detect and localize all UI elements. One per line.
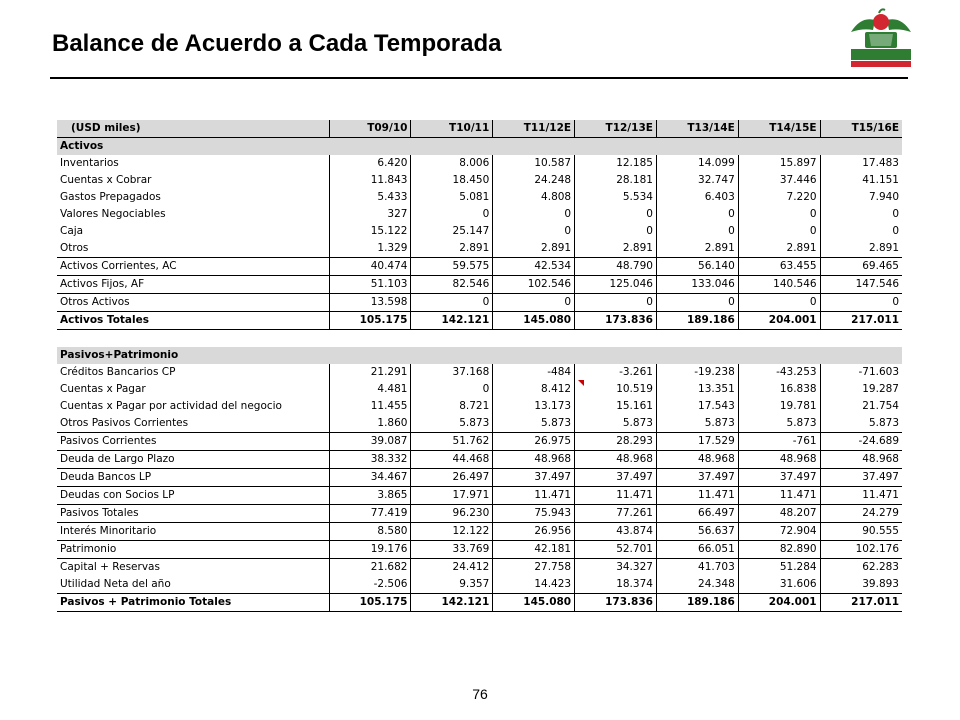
value-cell: 51.762	[411, 433, 493, 451]
table-row	[57, 155, 902, 172]
value-cell: 0	[575, 223, 657, 240]
value-cell: 96.230	[411, 505, 493, 523]
header-period: T13/14E	[656, 120, 738, 138]
row-label: Patrimonio	[57, 541, 329, 559]
value-cell: 173.836	[575, 312, 657, 330]
value-cell: 0	[820, 223, 902, 240]
value-cell: 0	[411, 381, 493, 398]
value-cell: 26.956	[493, 523, 575, 541]
value-cell: 66.497	[656, 505, 738, 523]
value-cell: 37.446	[738, 172, 820, 189]
row-label: Utilidad Neta del año	[57, 576, 329, 594]
header-units: (USD miles)	[57, 120, 329, 138]
value-cell: 12.185	[575, 155, 657, 172]
value-cell: -24.689	[820, 433, 902, 451]
value-cell: 0	[575, 294, 657, 312]
value-cell: 105.175	[329, 594, 411, 612]
value-cell: 24.348	[656, 576, 738, 594]
value-cell: 9.357	[411, 576, 493, 594]
row-label: Gastos Prepagados	[60, 191, 161, 203]
value-cell: 5.873	[575, 415, 657, 433]
row-label: Créditos Bancarios CP	[60, 366, 176, 378]
value-cell: 204.001	[738, 594, 820, 612]
value-cell: 11.471	[738, 487, 820, 505]
value-cell: 5.873	[656, 415, 738, 433]
value-cell: 145.080	[493, 312, 575, 330]
value-cell: 48.968	[656, 451, 738, 469]
row-label: Valores Negociables	[60, 208, 166, 220]
value-cell: 34.467	[329, 469, 411, 487]
value-cell: 0	[411, 206, 493, 223]
table-row	[57, 276, 902, 294]
value-cell: 10.587	[493, 155, 575, 172]
value-cell: 16.838	[738, 381, 820, 398]
table-body	[57, 138, 902, 612]
row-label: Capital + Reservas	[60, 561, 160, 573]
value-cell: 77.261	[575, 505, 657, 523]
value-cell: 19.287	[820, 381, 902, 398]
row-label: Activos Corrientes, AC	[57, 258, 329, 276]
header-period: T14/15E	[738, 120, 820, 138]
value-cell: 39.087	[329, 433, 411, 451]
value-cell: 37.497	[820, 469, 902, 487]
value-cell: 34.327	[575, 559, 657, 577]
value-cell: 8.412	[493, 381, 575, 398]
table-row	[57, 381, 902, 398]
value-cell: 51.103	[329, 276, 411, 294]
value-cell: 5.873	[411, 415, 493, 433]
value-cell: 17.483	[820, 155, 902, 172]
value-cell: 48.968	[575, 451, 657, 469]
value-cell: 173.836	[575, 594, 657, 612]
row-label: Inventarios	[60, 157, 119, 169]
value-cell: 66.051	[656, 541, 738, 559]
value-cell: 5.433	[329, 189, 411, 206]
value-cell: 21.291	[329, 364, 411, 381]
value-cell: 3.865	[329, 487, 411, 505]
header-period: T09/10	[329, 120, 411, 138]
value-cell: 37.497	[738, 469, 820, 487]
table-row	[57, 469, 902, 487]
value-cell: 0	[493, 206, 575, 223]
table-row	[57, 312, 902, 330]
value-cell: -3.261	[575, 364, 657, 381]
table-row	[57, 594, 902, 612]
table-row	[57, 223, 902, 240]
row-label: Pasivos Corrientes	[57, 433, 329, 451]
value-cell: 189.186	[656, 312, 738, 330]
table-row	[57, 433, 902, 451]
table-row	[57, 415, 902, 433]
value-cell: 5.873	[820, 415, 902, 433]
value-cell: 217.011	[820, 594, 902, 612]
value-cell: 82.890	[738, 541, 820, 559]
value-cell: 69.465	[820, 258, 902, 276]
row-label: Activos Totales	[57, 312, 329, 330]
value-cell: 12.122	[411, 523, 493, 541]
value-cell: 6.403	[656, 189, 738, 206]
value-cell: 33.769	[411, 541, 493, 559]
header-period: T15/16E	[820, 120, 902, 138]
value-cell: 44.468	[411, 451, 493, 469]
value-cell: 0	[656, 206, 738, 223]
value-cell: 2.891	[493, 240, 575, 258]
table-row	[57, 505, 902, 523]
section-label: Activos	[57, 138, 902, 156]
value-cell: 90.555	[820, 523, 902, 541]
row-label: Deuda Bancos LP	[57, 469, 329, 487]
row-label: Cuentas x Pagar por actividad del negocio	[60, 400, 282, 412]
value-cell: 8.006	[411, 155, 493, 172]
value-cell: 6.420	[329, 155, 411, 172]
row-label: Interés Minoritario	[57, 523, 329, 541]
row-label: Cuentas x Cobrar	[60, 174, 152, 186]
value-cell: 17.543	[656, 398, 738, 415]
row-label: Otros Activos	[57, 294, 329, 312]
value-cell: 24.412	[411, 559, 493, 577]
value-cell: 48.968	[738, 451, 820, 469]
row-label: Otros	[57, 240, 329, 258]
value-cell: 2.891	[411, 240, 493, 258]
header-period: T10/11	[411, 120, 493, 138]
value-cell: 48.968	[820, 451, 902, 469]
value-cell: 204.001	[738, 312, 820, 330]
value-cell: -19.238	[656, 364, 738, 381]
logo-graphic	[845, 8, 917, 72]
value-cell: 11.471	[656, 487, 738, 505]
table-row	[57, 487, 902, 505]
value-cell: 2.891	[738, 240, 820, 258]
table-row	[57, 189, 902, 206]
value-cell: -761	[738, 433, 820, 451]
value-cell: 327	[329, 206, 411, 223]
page-title: Balance de Acuerdo a Cada Temporada	[52, 30, 502, 57]
table-row	[57, 364, 902, 381]
value-cell: 39.893	[820, 576, 902, 594]
value-cell: 4.481	[329, 381, 411, 398]
value-cell: 7.940	[820, 189, 902, 206]
value-cell: 77.419	[329, 505, 411, 523]
hortifrut-logo	[845, 8, 917, 72]
value-cell: 37.497	[493, 469, 575, 487]
value-cell: 17.529	[656, 433, 738, 451]
value-cell: 48.790	[575, 258, 657, 276]
value-cell: 26.497	[411, 469, 493, 487]
header-period: T11/12E	[493, 120, 575, 138]
value-cell: -484	[493, 364, 575, 381]
value-cell: 0	[738, 223, 820, 240]
value-cell: 11.455	[329, 398, 411, 415]
value-cell: 11.843	[329, 172, 411, 189]
balance-table	[57, 120, 902, 612]
spacer-row	[57, 330, 902, 348]
value-cell: 42.534	[493, 258, 575, 276]
value-cell: 125.046	[575, 276, 657, 294]
value-cell: -43.253	[738, 364, 820, 381]
value-cell: 0	[738, 294, 820, 312]
value-cell: 28.293	[575, 433, 657, 451]
row-label: Pasivos Totales	[57, 505, 329, 523]
table-row	[57, 294, 902, 312]
table-row	[57, 559, 902, 577]
row-label: Cuentas x Pagar	[60, 383, 146, 395]
table-row	[57, 172, 902, 189]
comment-marker	[578, 380, 584, 386]
table-header-row	[57, 120, 902, 138]
value-cell: 41.703	[656, 559, 738, 577]
value-cell: 5.873	[493, 415, 575, 433]
value-cell: 0	[411, 294, 493, 312]
value-cell: 21.682	[329, 559, 411, 577]
table-row	[57, 240, 902, 258]
value-cell: 15.122	[329, 223, 411, 240]
value-cell: 0	[656, 223, 738, 240]
row-label: Activos Fijos, AF	[57, 276, 329, 294]
value-cell: 145.080	[493, 594, 575, 612]
value-cell: 0	[820, 206, 902, 223]
row-label: Otros Pasivos Corrientes	[57, 415, 329, 433]
value-cell: 63.455	[738, 258, 820, 276]
value-cell: 42.181	[493, 541, 575, 559]
value-cell: 59.575	[411, 258, 493, 276]
value-cell: 24.248	[493, 172, 575, 189]
value-cell: 82.546	[411, 276, 493, 294]
value-cell: 102.176	[820, 541, 902, 559]
spacer-cell	[57, 330, 902, 348]
value-cell: 21.754	[820, 398, 902, 415]
value-cell: -2.506	[329, 576, 411, 594]
value-cell: 142.121	[411, 312, 493, 330]
header-period: T12/13E	[575, 120, 657, 138]
value-cell: 37.497	[656, 469, 738, 487]
value-cell: 56.637	[656, 523, 738, 541]
value-cell: 40.474	[329, 258, 411, 276]
title-divider	[50, 77, 908, 79]
value-cell: 18.374	[575, 576, 657, 594]
value-cell: 14.423	[493, 576, 575, 594]
value-cell: 51.284	[738, 559, 820, 577]
value-cell: 147.546	[820, 276, 902, 294]
value-cell: 8.721	[411, 398, 493, 415]
row-label: Pasivos + Patrimonio Totales	[57, 594, 329, 612]
value-cell: 41.151	[820, 172, 902, 189]
value-cell: 0	[738, 206, 820, 223]
value-cell: 0	[493, 223, 575, 240]
value-cell: 28.181	[575, 172, 657, 189]
value-cell: 0	[820, 294, 902, 312]
value-cell: 133.046	[656, 276, 738, 294]
value-cell: 13.598	[329, 294, 411, 312]
value-cell: 0	[575, 206, 657, 223]
value-cell: 142.121	[411, 594, 493, 612]
table-row	[57, 576, 902, 594]
row-label: Deuda de Largo Plazo	[57, 451, 329, 469]
table-row	[57, 398, 902, 415]
value-cell: 24.279	[820, 505, 902, 523]
value-cell: 11.471	[575, 487, 657, 505]
value-cell: 62.283	[820, 559, 902, 577]
value-cell: 5.081	[411, 189, 493, 206]
value-cell: 26.975	[493, 433, 575, 451]
value-cell: 48.968	[493, 451, 575, 469]
value-cell: 19.781	[738, 398, 820, 415]
value-cell: 72.904	[738, 523, 820, 541]
value-cell: 14.099	[656, 155, 738, 172]
section-header-row	[57, 138, 902, 156]
value-cell: 32.747	[656, 172, 738, 189]
value-cell: 2.891	[820, 240, 902, 258]
value-cell: 5.873	[738, 415, 820, 433]
value-cell: 48.207	[738, 505, 820, 523]
value-cell: 8.580	[329, 523, 411, 541]
value-cell: 189.186	[656, 594, 738, 612]
value-cell: 37.168	[411, 364, 493, 381]
section-header-row	[57, 347, 902, 364]
page-number: 76	[472, 686, 488, 702]
value-cell: 15.161	[575, 398, 657, 415]
value-cell: 31.606	[738, 576, 820, 594]
value-cell: 0	[493, 294, 575, 312]
value-cell: 43.874	[575, 523, 657, 541]
value-cell: 7.220	[738, 189, 820, 206]
value-cell: 4.808	[493, 189, 575, 206]
value-cell: 19.176	[329, 541, 411, 559]
value-cell: 56.140	[656, 258, 738, 276]
value-cell: 2.891	[575, 240, 657, 258]
value-cell: 25.147	[411, 223, 493, 240]
value-cell: 105.175	[329, 312, 411, 330]
table-row	[57, 258, 902, 276]
value-cell: 13.351	[656, 381, 738, 398]
value-cell: 37.497	[575, 469, 657, 487]
value-cell: 1.860	[329, 415, 411, 433]
value-cell: 11.471	[820, 487, 902, 505]
value-cell: 27.758	[493, 559, 575, 577]
value-cell: 75.943	[493, 505, 575, 523]
table-row	[57, 541, 902, 559]
value-cell: 18.450	[411, 172, 493, 189]
value-cell: 10.519	[575, 381, 657, 398]
section-label: Pasivos+Patrimonio	[57, 347, 902, 364]
value-cell: 15.897	[738, 155, 820, 172]
value-cell: 52.701	[575, 541, 657, 559]
value-cell: 0	[656, 294, 738, 312]
value-cell: 5.534	[575, 189, 657, 206]
value-cell: 13.173	[493, 398, 575, 415]
value-cell: 217.011	[820, 312, 902, 330]
value-cell: 1.329	[329, 240, 411, 258]
table-row	[57, 523, 902, 541]
value-cell: -71.603	[820, 364, 902, 381]
value-cell: 140.546	[738, 276, 820, 294]
value-cell: 2.891	[656, 240, 738, 258]
row-label: Caja	[60, 225, 84, 237]
table-row	[57, 206, 902, 223]
value-cell: 17.971	[411, 487, 493, 505]
value-cell: 38.332	[329, 451, 411, 469]
table-row	[57, 451, 902, 469]
value-cell: 11.471	[493, 487, 575, 505]
row-label: Deudas con Socios LP	[57, 487, 329, 505]
value-cell: 102.546	[493, 276, 575, 294]
